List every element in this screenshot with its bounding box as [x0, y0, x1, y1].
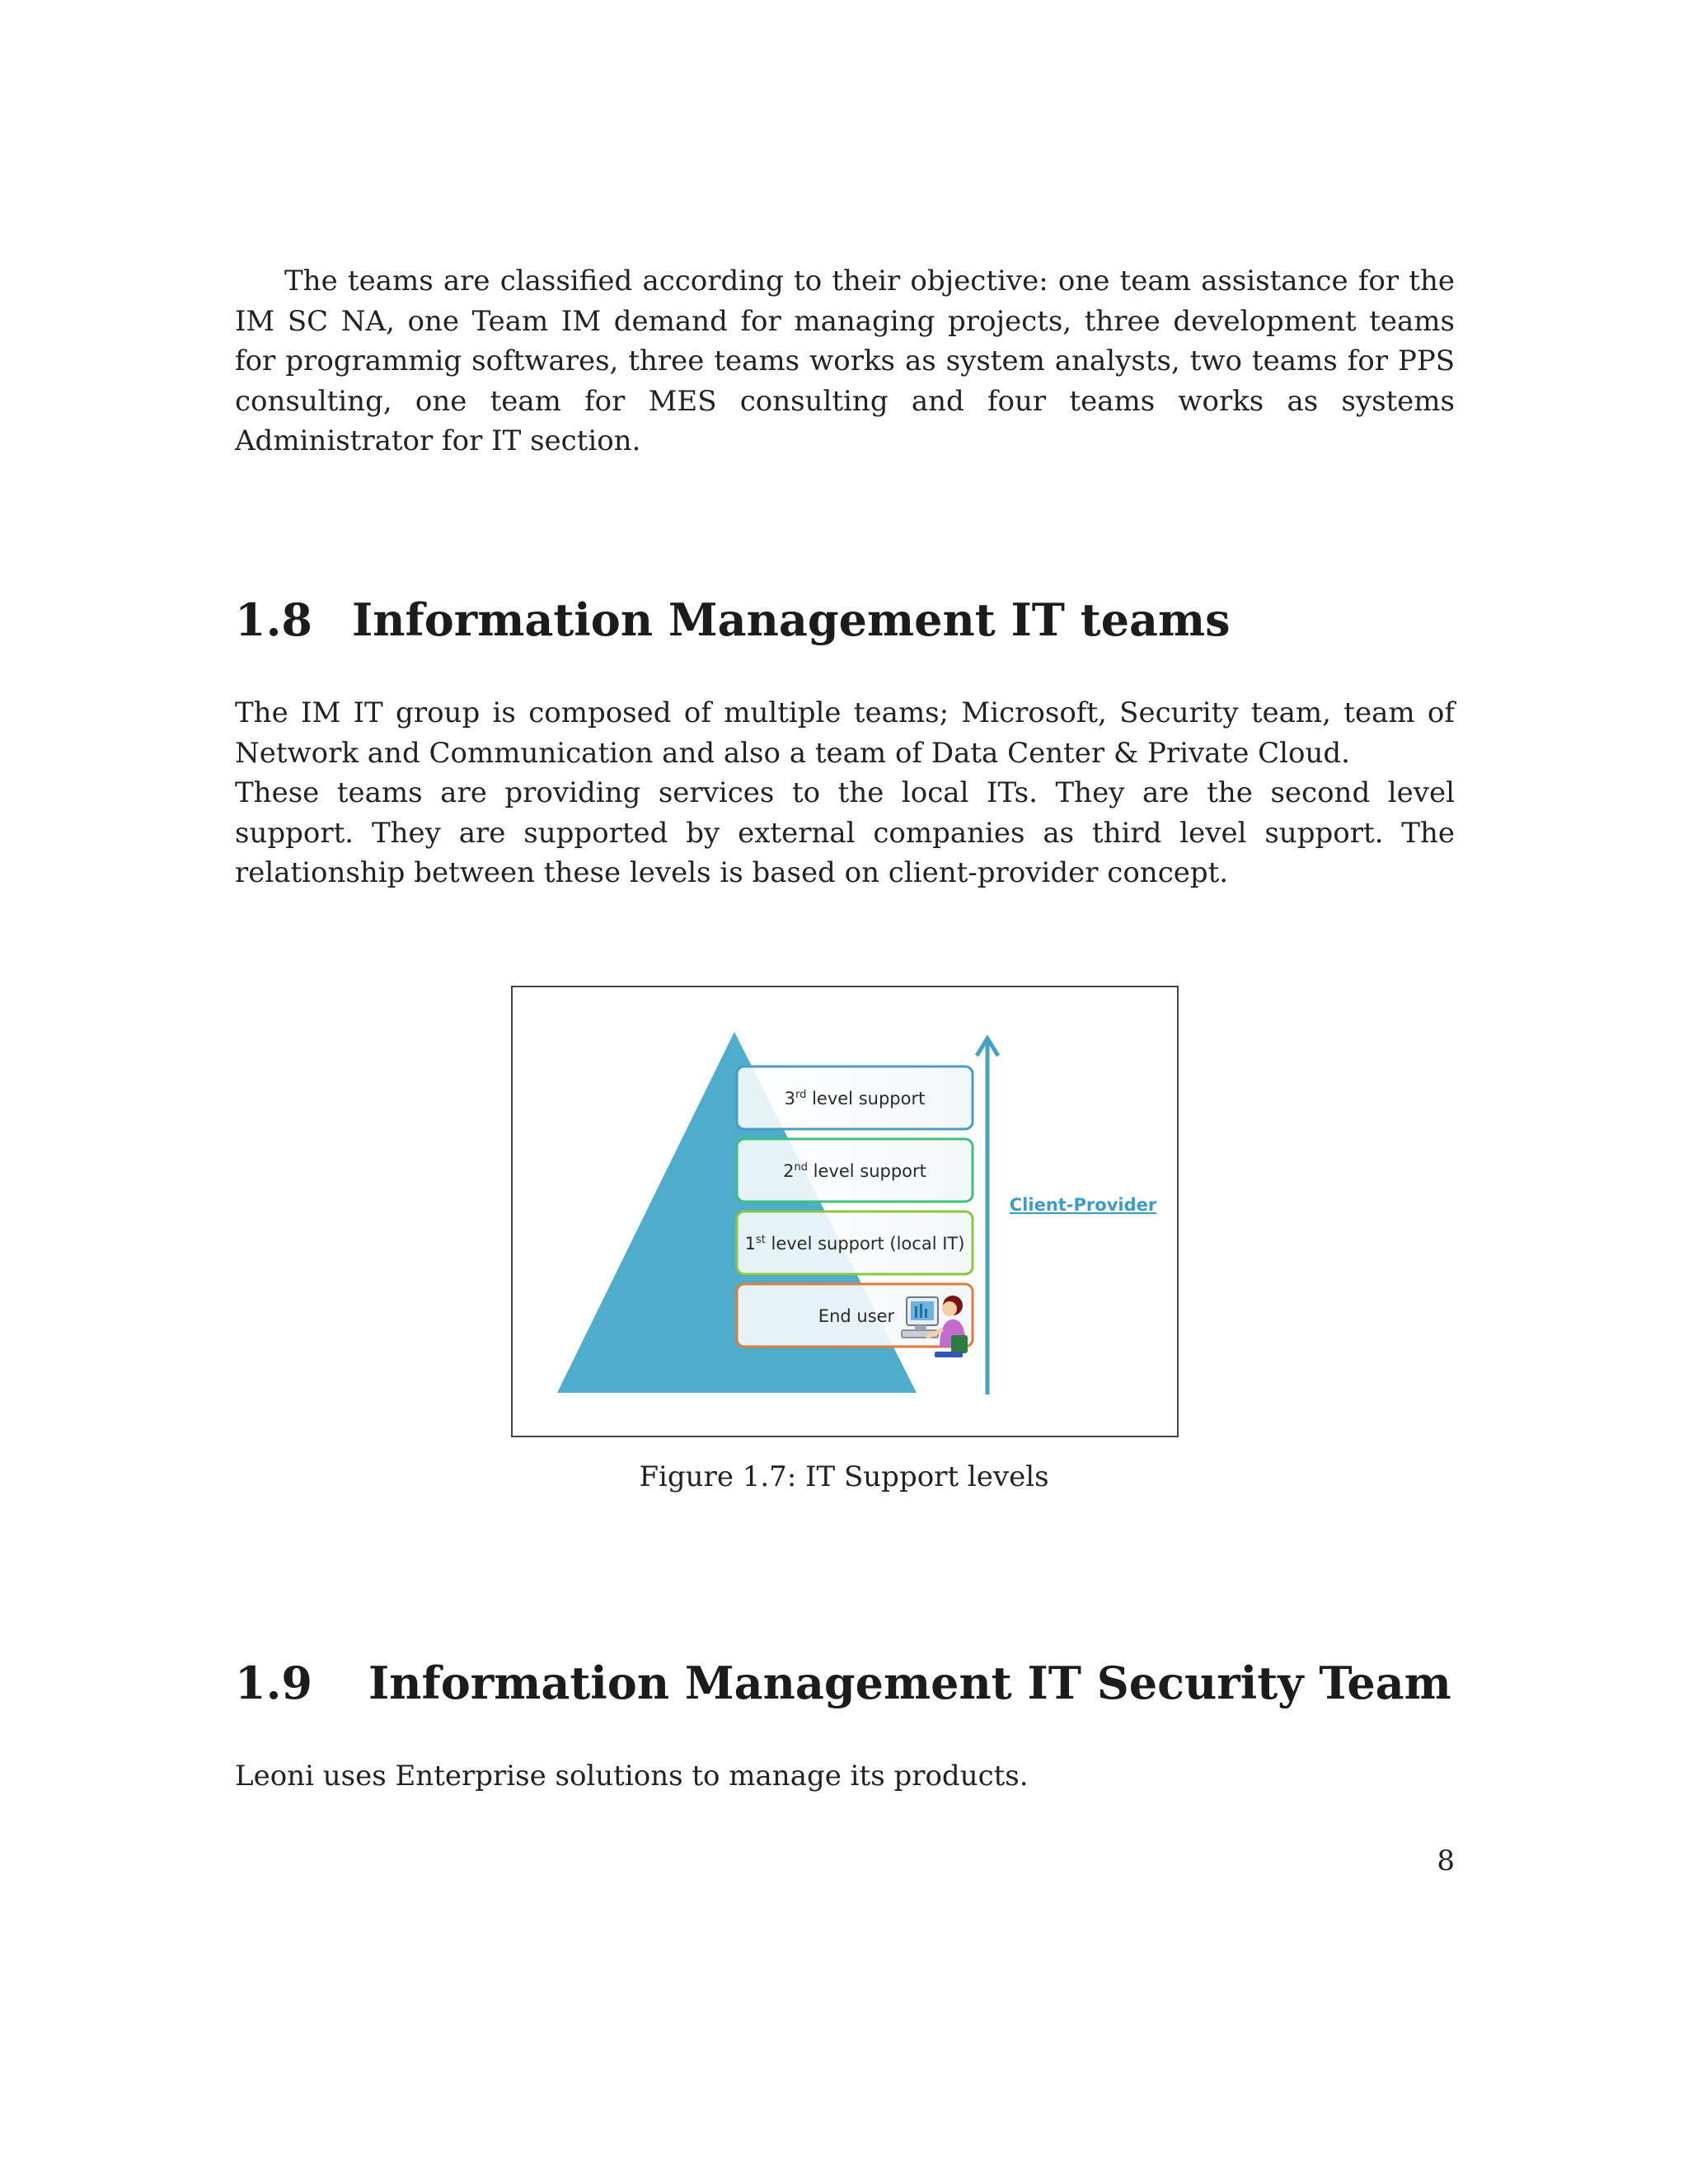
support-level-label: 2nd level support — [783, 1161, 926, 1181]
support-level-label: End user — [818, 1306, 895, 1326]
section-title: Information Management IT Security Team — [368, 1657, 1451, 1709]
intro-paragraph: The teams are classified according to their objective: one team assistance for the IM SC NA, one Team IM demand for managing projects, three development teams for programmig softwares, three teams works as system analysts, two teams for PPS consulting, one team for MES consulting and four teams works as systems Administrator for IT section. — [235, 265, 1455, 457]
client-provider-label: Client-Provider — [1009, 1195, 1157, 1215]
section-1-9-body — [235, 1756, 1455, 1797]
section-1-8-body — [235, 693, 1455, 893]
client-provider-arrow — [977, 1038, 998, 1394]
section-heading-1-9 — [235, 1658, 1451, 1708]
support-levels-diagram — [513, 987, 1177, 1436]
section-1-9-paragraph: Leoni uses Enterprise solutions to manage its products. — [235, 1760, 1029, 1793]
section-1-8-paragraph-1: The IM IT group is composed of multiple teams; Microsoft, Security team, team of Network and Communication and also a team of Data Center & Private Cloud. — [235, 696, 1455, 770]
page-number: 8 — [1437, 1844, 1455, 1877]
intro-block — [235, 261, 1455, 462]
section-number: 1.8 — [235, 593, 312, 646]
section-title: Information Management IT teams — [352, 593, 1231, 646]
support-level-label: 3rd level support — [784, 1089, 926, 1108]
figure-it-support-levels — [511, 986, 1179, 1437]
section-number: 1.9 — [235, 1657, 312, 1709]
figure-caption: Figure 1.7: IT Support levels — [639, 1460, 1049, 1493]
section-heading-1-8 — [235, 595, 1231, 644]
support-level-label: 1st level support (local IT) — [744, 1234, 965, 1254]
section-1-8-paragraph-2: These teams are providing services to the local ITs. They are the second level support. They are supported by external companies as third level support. The relationship between these levels is based on client-provider concept. — [235, 776, 1455, 889]
